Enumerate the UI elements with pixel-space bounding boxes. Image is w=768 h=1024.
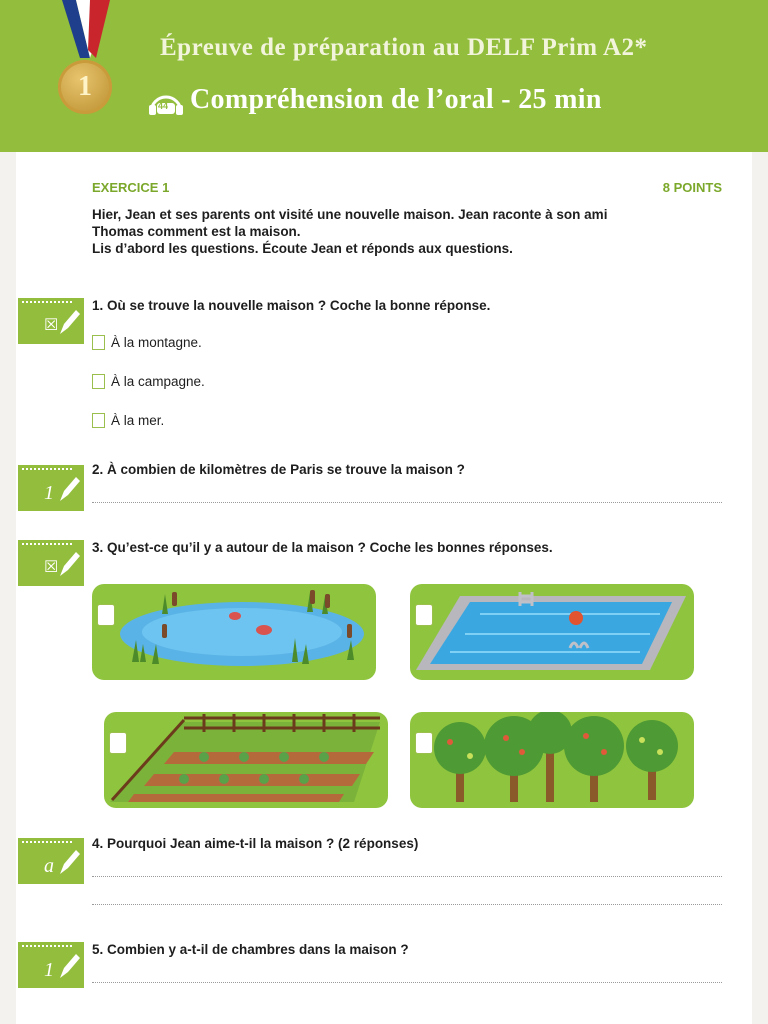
question-type-badge: 1	[18, 942, 84, 988]
answer-line[interactable]	[92, 904, 722, 905]
vegetable-garden-card[interactable]	[104, 712, 388, 808]
answer-line[interactable]	[92, 502, 722, 503]
answer-line[interactable]	[92, 982, 722, 983]
question-type-badge	[18, 540, 84, 586]
vegetable-garden-icon	[104, 712, 388, 808]
checkbox[interactable]	[415, 604, 433, 626]
instruction-line: Thomas comment est la maison.	[92, 224, 301, 239]
pond-icon	[92, 584, 376, 680]
swimming-pool-card[interactable]	[410, 584, 694, 680]
checkbox[interactable]	[415, 732, 433, 754]
swimming-pool-icon	[410, 584, 694, 680]
orchard-icon	[410, 712, 694, 808]
question-1-text: 1. Où se trouve la nouvelle maison ? Coche la bonne réponse.	[92, 298, 491, 313]
pencil-icon	[56, 475, 82, 505]
checkbox[interactable]	[92, 413, 105, 428]
pencil-icon	[56, 848, 82, 878]
orchard-card[interactable]	[410, 712, 694, 808]
checkbox[interactable]	[97, 604, 115, 626]
question-5-text: 5. Combien y a-t-il de chambres dans la maison ?	[92, 942, 409, 957]
exercise-instructions	[92, 206, 732, 257]
check-icon: ☒	[44, 317, 59, 334]
medal-icon: 1	[58, 60, 112, 114]
instruction-line: Lis d’abord les questions. Écoute Jean et réponds aux questions.	[92, 241, 513, 256]
checkbox[interactable]	[92, 374, 105, 389]
pond-card[interactable]	[92, 584, 376, 680]
checkbox[interactable]	[109, 732, 127, 754]
exercise-title: EXERCICE 1	[92, 180, 170, 195]
page-title: Épreuve de préparation au DELF Prim A2*	[160, 34, 648, 61]
pencil-icon	[56, 550, 82, 580]
answer-option[interactable]: À la campagne.	[92, 374, 205, 389]
answer-option[interactable]: À la mer.	[92, 413, 164, 428]
pencil-icon	[56, 952, 82, 982]
medal-ribbon-icon	[62, 0, 110, 58]
instruction-line: Hier, Jean et ses parents ont visité une nouvelle maison. Jean raconte à son ami	[92, 207, 608, 222]
check-icon: ☒	[44, 559, 59, 576]
question-type-badge: 1	[18, 465, 84, 511]
question-type-badge	[18, 298, 84, 344]
question-type-badge: a	[18, 838, 84, 884]
checkbox[interactable]	[92, 335, 105, 350]
question-2-text: 2. À combien de kilomètres de Paris se trouve la maison ?	[92, 462, 465, 477]
question-4-text: 4. Pourquoi Jean aime-t-il la maison ? (2 réponses)	[92, 836, 419, 851]
pencil-icon	[56, 308, 82, 338]
page-subtitle: Compréhension de l’oral - 25 min	[190, 84, 602, 115]
answer-line[interactable]	[92, 876, 722, 877]
answer-option[interactable]: À la montagne.	[92, 335, 202, 350]
header-banner	[0, 0, 768, 152]
audio-track-number: 44	[158, 101, 169, 111]
exercise-points: 8 POINTS	[662, 180, 722, 195]
question-3-text: 3. Qu’est-ce qu’il y a autour de la maison ? Coche les bonnes réponses.	[92, 540, 553, 555]
